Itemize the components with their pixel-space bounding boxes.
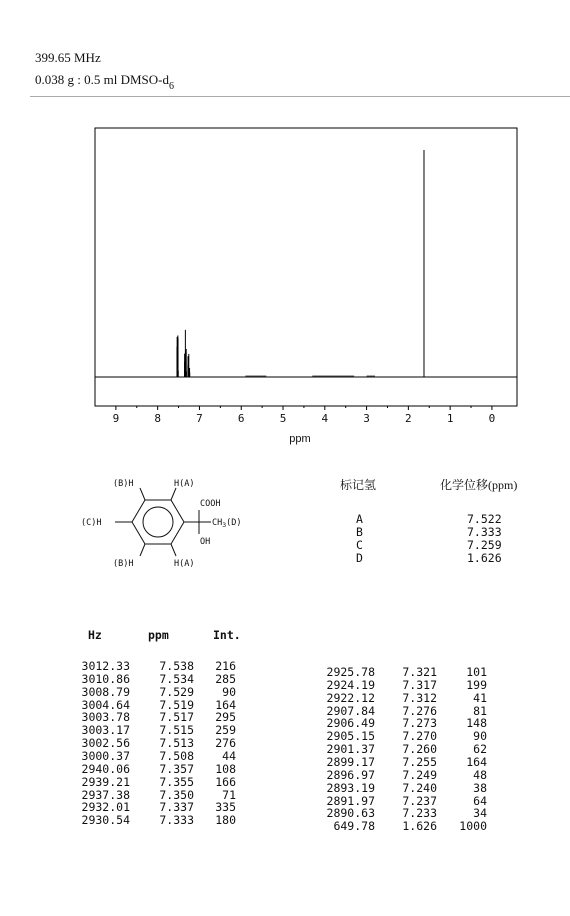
table-row <box>315 781 515 794</box>
cell-ppm: 7.513 <box>159 736 194 751</box>
cell-hz: 3010.86 <box>81 671 130 686</box>
bond-h-a-top <box>171 488 176 500</box>
cell-hz: 2901.37 <box>326 742 375 757</box>
table-row <box>315 755 515 768</box>
cell-int: 108 <box>215 761 236 776</box>
cell-hz: 2907.84 <box>326 703 375 718</box>
x-tick-label-5: 5 <box>279 412 287 425</box>
cell-ppm: 7.519 <box>159 697 194 712</box>
cell-ppm: 7.255 <box>402 754 437 769</box>
cell-ppm: 1.626 <box>402 819 437 834</box>
aromatic-circle <box>143 507 173 537</box>
cell-hz: 3008.79 <box>81 684 130 699</box>
label-h-b-bottom: (B)H <box>113 559 134 569</box>
x-tick-label-7: 7 <box>196 412 203 425</box>
cell-int: 335 <box>215 800 236 815</box>
assignment-header-shift: 化学位移(ppm) <box>440 478 518 492</box>
cell-int: 1000 <box>459 819 487 834</box>
cell-int: 90 <box>473 729 487 744</box>
table-row <box>80 736 280 749</box>
cell-hz: 3002.56 <box>81 736 130 751</box>
table-row <box>80 672 280 685</box>
label-h-c: (C)H <box>81 518 102 528</box>
cell-int: 41 <box>473 690 487 705</box>
x-tick-label-9: 9 <box>112 412 120 425</box>
cell-ppm: 7.337 <box>159 800 194 815</box>
spectrometer-frequency: 399.65 MHz <box>35 50 101 65</box>
table-row <box>80 723 280 736</box>
table-row <box>80 762 280 775</box>
cell-hz: 3012.33 <box>81 659 130 673</box>
assignment-label-B: B <box>356 525 363 539</box>
label-ch3-base: CH <box>212 518 223 528</box>
table-row <box>315 794 515 807</box>
table-row <box>80 800 280 813</box>
cell-ppm: 7.538 <box>159 659 194 673</box>
bond-h-a-bottom <box>171 544 176 556</box>
table-row <box>315 704 515 717</box>
sample-prefix: 0.038 g : 0.5 ml DMSO-d <box>35 72 169 87</box>
table-row <box>80 788 280 801</box>
cell-hz: 2940.06 <box>81 761 130 776</box>
cell-int: 34 <box>473 806 487 821</box>
cell-hz: 2930.54 <box>81 813 130 828</box>
cell-int: 164 <box>215 697 236 712</box>
cell-hz: 3004.64 <box>81 697 130 712</box>
cell-int: 285 <box>215 671 236 686</box>
cell-int: 81 <box>473 703 487 718</box>
peak-lines <box>177 150 424 377</box>
cell-ppm: 7.321 <box>402 665 437 679</box>
cell-hz: 2893.19 <box>326 780 375 795</box>
table-row <box>80 775 280 788</box>
cell-ppm: 7.240 <box>402 780 437 795</box>
label-cooh: COOH <box>200 499 221 509</box>
cell-int: 164 <box>466 754 487 769</box>
cell-hz: 2890.63 <box>326 806 375 821</box>
x-tick-label-1: 1 <box>446 412 454 425</box>
table-row <box>315 678 515 691</box>
cell-ppm: 7.273 <box>402 716 437 731</box>
bond-h-b-top <box>140 488 145 500</box>
assignment-header-label: 标记氢 <box>340 478 377 492</box>
peak-table-header <box>80 628 280 648</box>
cell-hz: 2905.15 <box>326 729 375 744</box>
cell-int: 199 <box>466 677 487 692</box>
cell-hz: 2899.17 <box>326 754 375 769</box>
cell-hz: 2925.78 <box>326 665 375 679</box>
cell-ppm: 7.270 <box>402 729 437 744</box>
x-tick-label-0: 0 <box>488 412 496 425</box>
table-row <box>315 729 515 742</box>
cell-hz: 2939.21 <box>81 774 130 789</box>
cell-ppm: 7.312 <box>402 690 437 705</box>
cell-int: 38 <box>473 780 487 795</box>
cell-ppm: 7.249 <box>402 767 437 782</box>
cell-hz: 2891.97 <box>326 793 375 808</box>
x-tick-label-4: 4 <box>321 412 329 425</box>
x-tick-label-8: 8 <box>154 412 161 425</box>
bond-h-b-bottom <box>140 544 145 556</box>
cell-ppm: 7.260 <box>402 742 437 757</box>
cell-ppm: 7.508 <box>159 748 194 763</box>
table-row <box>315 768 515 781</box>
table-row <box>315 819 515 832</box>
sample-subscript: 6 <box>168 81 174 92</box>
label-h-a-top: H(A) <box>174 479 195 489</box>
cell-hz: 2932.01 <box>81 800 130 815</box>
cell-ppm: 7.515 <box>159 723 194 738</box>
cell-int: 259 <box>215 723 236 738</box>
cell-hz: 2937.38 <box>81 787 130 802</box>
cell-hz: 3000.37 <box>81 748 130 763</box>
table-row <box>315 665 515 678</box>
cell-ppm: 7.333 <box>159 813 194 828</box>
cell-ppm: 7.357 <box>159 761 194 776</box>
col-header-int: Int. <box>213 628 241 642</box>
assignment-label-C: C <box>356 538 363 552</box>
cell-int: 101 <box>466 665 487 679</box>
col-header-hz: Hz <box>88 628 102 642</box>
cell-int: 166 <box>215 774 236 789</box>
label-oh: OH <box>200 537 211 547</box>
x-tick-label-2: 2 <box>405 412 412 425</box>
label-ch3-sub: 3 <box>222 521 227 529</box>
table-row <box>80 659 280 672</box>
table-row <box>315 742 515 755</box>
cell-hz: 2922.12 <box>326 690 375 705</box>
cell-int: 44 <box>222 748 236 763</box>
table-row <box>80 710 280 723</box>
cell-int: 180 <box>215 813 236 828</box>
molecular-structure <box>75 472 305 592</box>
x-axis-ticks <box>113 406 496 425</box>
assignment-label-D: D <box>356 551 363 565</box>
col-header-ppm: ppm <box>148 628 169 642</box>
cell-ppm: 7.233 <box>402 806 437 821</box>
cell-ppm: 7.276 <box>402 703 437 718</box>
assignment-shift-D: 1.626 <box>467 551 502 565</box>
table-row <box>80 749 280 762</box>
cell-hz: 2924.19 <box>326 677 375 692</box>
x-tick-label-6: 6 <box>237 412 245 425</box>
cell-int: 148 <box>466 716 487 731</box>
cell-ppm: 7.529 <box>159 684 194 699</box>
cell-hz: 3003.78 <box>81 710 130 725</box>
cell-int: 90 <box>222 684 236 699</box>
cell-hz: 2896.97 <box>326 767 375 782</box>
cell-int: 48 <box>473 767 487 782</box>
cell-ppm: 7.237 <box>402 793 437 808</box>
label-ch3 <box>212 518 242 529</box>
plot-frame <box>95 128 517 406</box>
cell-hz: 649.78 <box>333 819 375 834</box>
table-row <box>315 691 515 704</box>
label-h-b-top: (B)H <box>113 479 134 489</box>
assignment-label-A: A <box>356 512 363 526</box>
cell-ppm: 7.355 <box>159 774 194 789</box>
x-axis-label: ppm <box>289 433 311 445</box>
label-h-a-bottom: H(A) <box>174 559 195 569</box>
cell-ppm: 7.517 <box>159 710 194 725</box>
cell-hz: 2906.49 <box>326 716 375 731</box>
cell-ppm: 7.317 <box>402 677 437 692</box>
x-tick-label-3: 3 <box>363 412 370 425</box>
table-row <box>80 685 280 698</box>
table-row <box>315 716 515 729</box>
assignment-shift-B: 7.333 <box>467 525 502 539</box>
cell-int: 216 <box>215 659 236 673</box>
assignment-shift-A: 7.522 <box>467 512 502 526</box>
table-row <box>80 813 280 826</box>
label-ch3-tag: (D) <box>226 518 242 528</box>
cell-int: 64 <box>473 793 487 808</box>
cell-int: 62 <box>473 742 487 757</box>
table-row <box>80 698 280 711</box>
cell-int: 276 <box>215 736 236 751</box>
cell-ppm: 7.350 <box>159 787 194 802</box>
assignment-shift-C: 7.259 <box>467 538 502 552</box>
cell-ppm: 7.534 <box>159 671 194 686</box>
table-row <box>315 806 515 819</box>
cell-int: 71 <box>222 787 236 802</box>
cell-hz: 3003.17 <box>81 723 130 738</box>
cell-int: 295 <box>215 710 236 725</box>
